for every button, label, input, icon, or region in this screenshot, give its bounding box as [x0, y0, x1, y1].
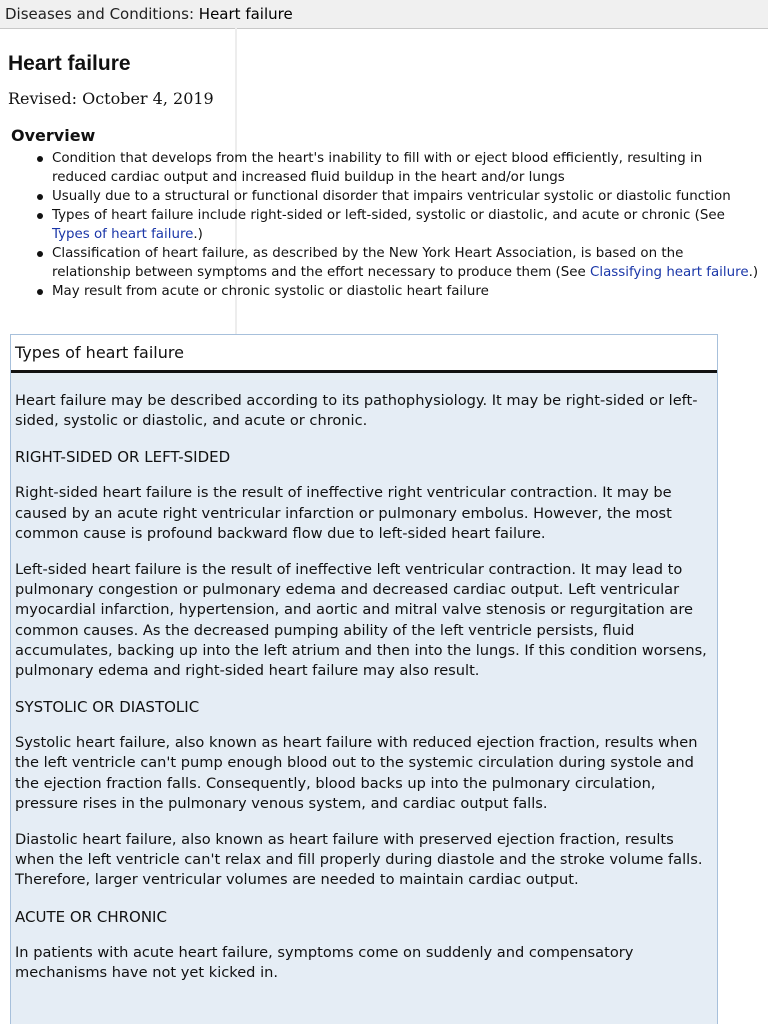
- panel-body: [11, 373, 717, 983]
- overview-item: [52, 244, 768, 282]
- section-paragraph: Diastolic heart failure, also known as heart failure with preserved ejection fraction, results when the left ventricle can't relax and fill properly during diastole and the stroke volume falls. Therefore, larger ventricular volumes are needed to maintain cardiac output.: [15, 831, 703, 889]
- overview-list: [0, 149, 768, 301]
- section-heading-acute-chronic: ACUTE OR CHRONIC: [15, 907, 167, 926]
- panel-intro: Heart failure may be described according to its pathophysiology. It may be right-sided or left-sided, systolic or diastolic, and acute or chronic.: [15, 392, 698, 430]
- types-of-heart-failure-link[interactable]: Types of heart failure: [52, 227, 194, 242]
- overview-item-text: Types of heart failure include right-sided or left-sided, systolic or diastolic, and acute or chronic (See: [52, 208, 725, 223]
- breadcrumb-prefix: Diseases and Conditions:: [5, 5, 199, 23]
- overview-item-text: Condition that develops from the heart's inability to fill with or eject blood efficiently, resulting in reduced cardiac output and increased fluid buildup in the heart and/or lungs: [52, 151, 703, 185]
- classifying-heart-failure-link[interactable]: Classifying heart failure: [590, 265, 749, 280]
- overview-item: [52, 149, 768, 187]
- section-paragraph: Systolic heart failure, also known as heart failure with reduced ejection fraction, results when the left ventricle can't pump enough blood out to the systemic circulation during systole and the ejection fraction falls. Consequently, blood backs up into the pulmonary circulation, pressure rises in the pulmonary venous system, and cardiac output falls.: [15, 734, 698, 812]
- overview-item: [52, 206, 768, 244]
- section-paragraph: Right-sided heart failure is the result of ineffective right ventricular contraction. It may be caused by an acute right ventricular infarction or pulmonary embolus. However, the most common cause is profound backward flow due to left-sided heart failure.: [15, 484, 672, 542]
- revised-date: Revised: October 4, 2019: [8, 89, 214, 108]
- overview-item: [52, 282, 768, 301]
- page-title: Heart failure: [8, 52, 131, 75]
- overview-item-text: Usually due to a structural or functional disorder that impairs ventricular systolic or diastolic function: [52, 189, 731, 204]
- panel-heading: Types of heart failure: [11, 335, 717, 373]
- breadcrumb: [0, 0, 768, 29]
- section-heading-systolic-diastolic: SYSTOLIC OR DIASTOLIC: [15, 698, 200, 717]
- overview-heading: Overview: [11, 126, 96, 145]
- overview-item-after: .): [748, 265, 759, 280]
- overview-item-text: May result from acute or chronic systolic or diastolic heart failure: [52, 284, 489, 299]
- overview-item: [52, 187, 768, 206]
- section-paragraph: In patients with acute heart failure, symptoms come on suddenly and compensatory mechanisms have not yet kicked in.: [15, 943, 634, 981]
- overview-item-after: .): [193, 227, 203, 242]
- section-paragraph: Left-sided heart failure is the result of ineffective left ventricular contraction. It may lead to pulmonary congestion or pulmonary edema and decreased cardiac output. Left ventricular myocardial infarction, hypertension, and aortic and mitral valve stenosis or regurgitation are common causes. As the decreased pumping ability of the left ventricle persists, fluid accumulates, backing up into the left atrium and then into the lungs. If this condition worsens, pulmonary edema and right-sided heart failure may also result.: [15, 561, 707, 680]
- types-of-heart-failure-panel: [10, 334, 718, 1024]
- section-heading-right-left: RIGHT-SIDED OR LEFT-SIDED: [15, 448, 231, 467]
- overview-item-text: Classification of heart failure, as described by the New York Heart Association, is based on the relationship between symptoms and the effort necessary to produce them (See: [52, 246, 684, 280]
- breadcrumb-title: Heart failure: [198, 5, 293, 23]
